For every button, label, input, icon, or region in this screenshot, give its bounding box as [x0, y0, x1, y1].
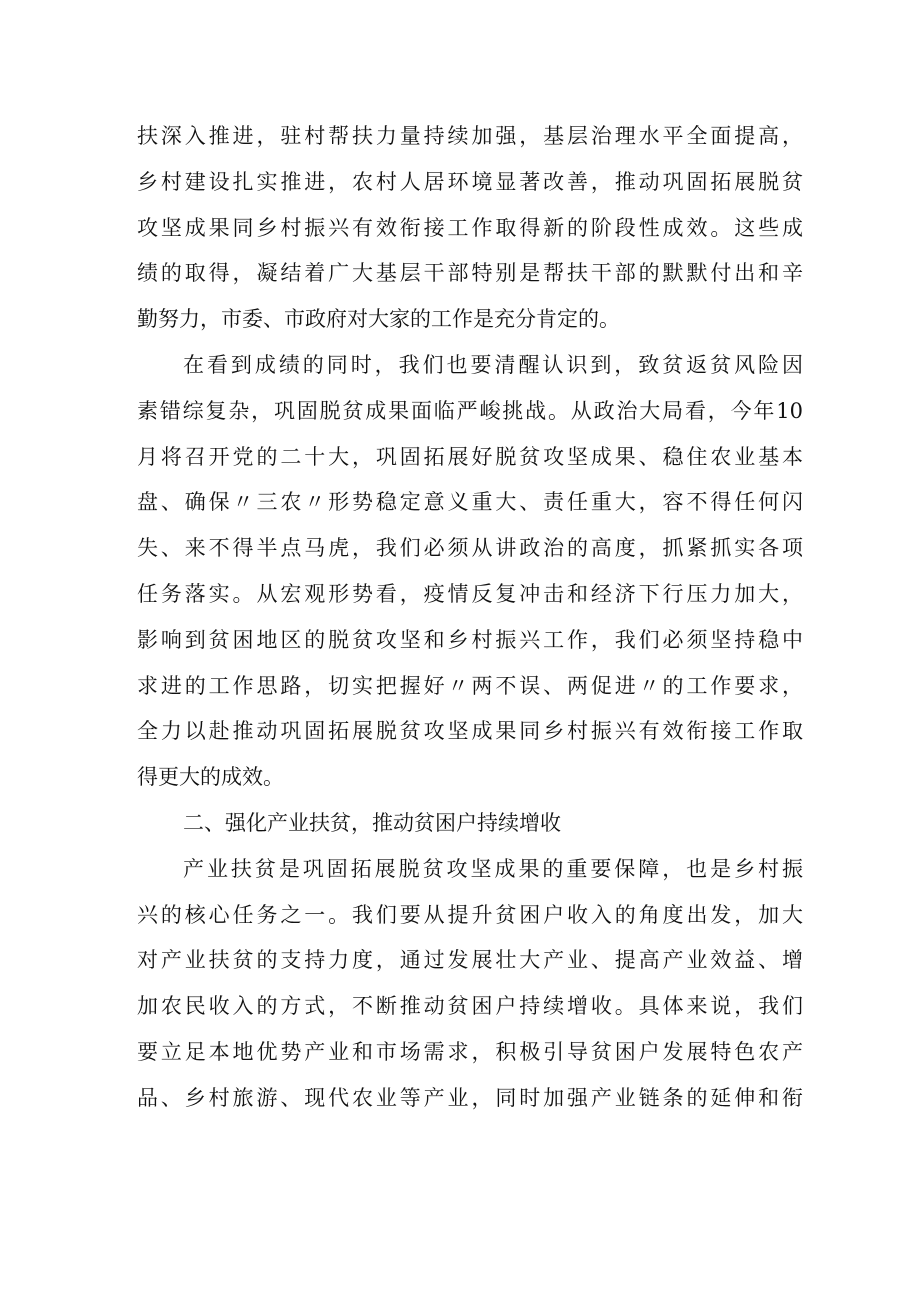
text-line: 扶深入推进，驻村帮扶力量持续加强，基层治理水平全面提高， — [137, 124, 803, 148]
section-heading-text: 二、强化产业扶贫，推动贫困户持续增收 — [183, 810, 561, 835]
text-line: 品、乡村旅游、现代农业等产业，同时加强产业链条的延伸和衔 — [137, 1085, 803, 1110]
text-line: 要立足本地优势产业和市场需求，积极引导贫困户发展特色农产 — [137, 1039, 803, 1064]
text-line: 盘、确保〃三农〃形势稳定意义重大、责任重大，容不得任何闪 — [137, 490, 803, 515]
text-line: 兴的核心任务之一。我们要从提升贫困户收入的角度出发，加大 — [137, 902, 803, 927]
text-line: 求进的工作思路，切实把握好〃两不误、两促进〃的工作要求， — [137, 673, 803, 698]
text-line: 素错综复杂，巩固脱贫成果面临严峻挑战。从政治大局看，今年10 — [137, 398, 803, 423]
section-heading — [137, 801, 803, 847]
paragraph-challenges — [137, 343, 803, 801]
text-line: 在看到成绩的同时，我们也要清醒认识到，致贫返贫风险因 — [183, 352, 803, 377]
text-line: 乡村建设扎实推进，农村人居环境显著改善，推动巩固拓展脱贫 — [137, 169, 803, 194]
text-line: 产业扶贫是巩固拓展脱贫攻坚成果的重要保障，也是乡村振 — [183, 856, 803, 881]
paragraph-achievements — [137, 114, 803, 343]
document-body — [137, 114, 803, 1122]
text-line: 月将召开党的二十大，巩固拓展好脱贫攻坚成果、稳住农业基本 — [137, 444, 803, 469]
text-line: 影响到贫困地区的脱贫攻坚和乡村振兴工作，我们必须坚持稳中 — [137, 627, 803, 652]
paragraph-industry-poverty-relief — [137, 847, 803, 1122]
text-line: 全力以赴推动巩固拓展脱贫攻坚成果同乡村振兴有效衔接工作取 — [137, 719, 803, 744]
text-line: 加农民收入的方式，不断推动贫困户持续增收。具体来说，我们 — [137, 994, 803, 1019]
text-line: 对产业扶贫的支持力度，通过发展壮大产业、提高产业效益、增 — [137, 948, 803, 973]
text-line: 绩的取得，凝结着广大基层干部特别是帮扶干部的默默付出和辛 — [137, 261, 803, 286]
text-line: 勤努力，市委、市政府对大家的工作是充分肯定的。 — [137, 307, 620, 332]
text-line: 任务落实。从宏观形势看，疫情反复冲击和经济下行压力加大， — [137, 581, 803, 606]
text-line: 得更大的成效。 — [137, 765, 284, 790]
text-line: 攻坚成果同乡村振兴有效衔接工作取得新的阶段性成效。这些成 — [137, 215, 803, 240]
text-line: 失、来不得半点马虎，我们必须从讲政治的高度，抓紧抓实各项 — [137, 536, 803, 561]
